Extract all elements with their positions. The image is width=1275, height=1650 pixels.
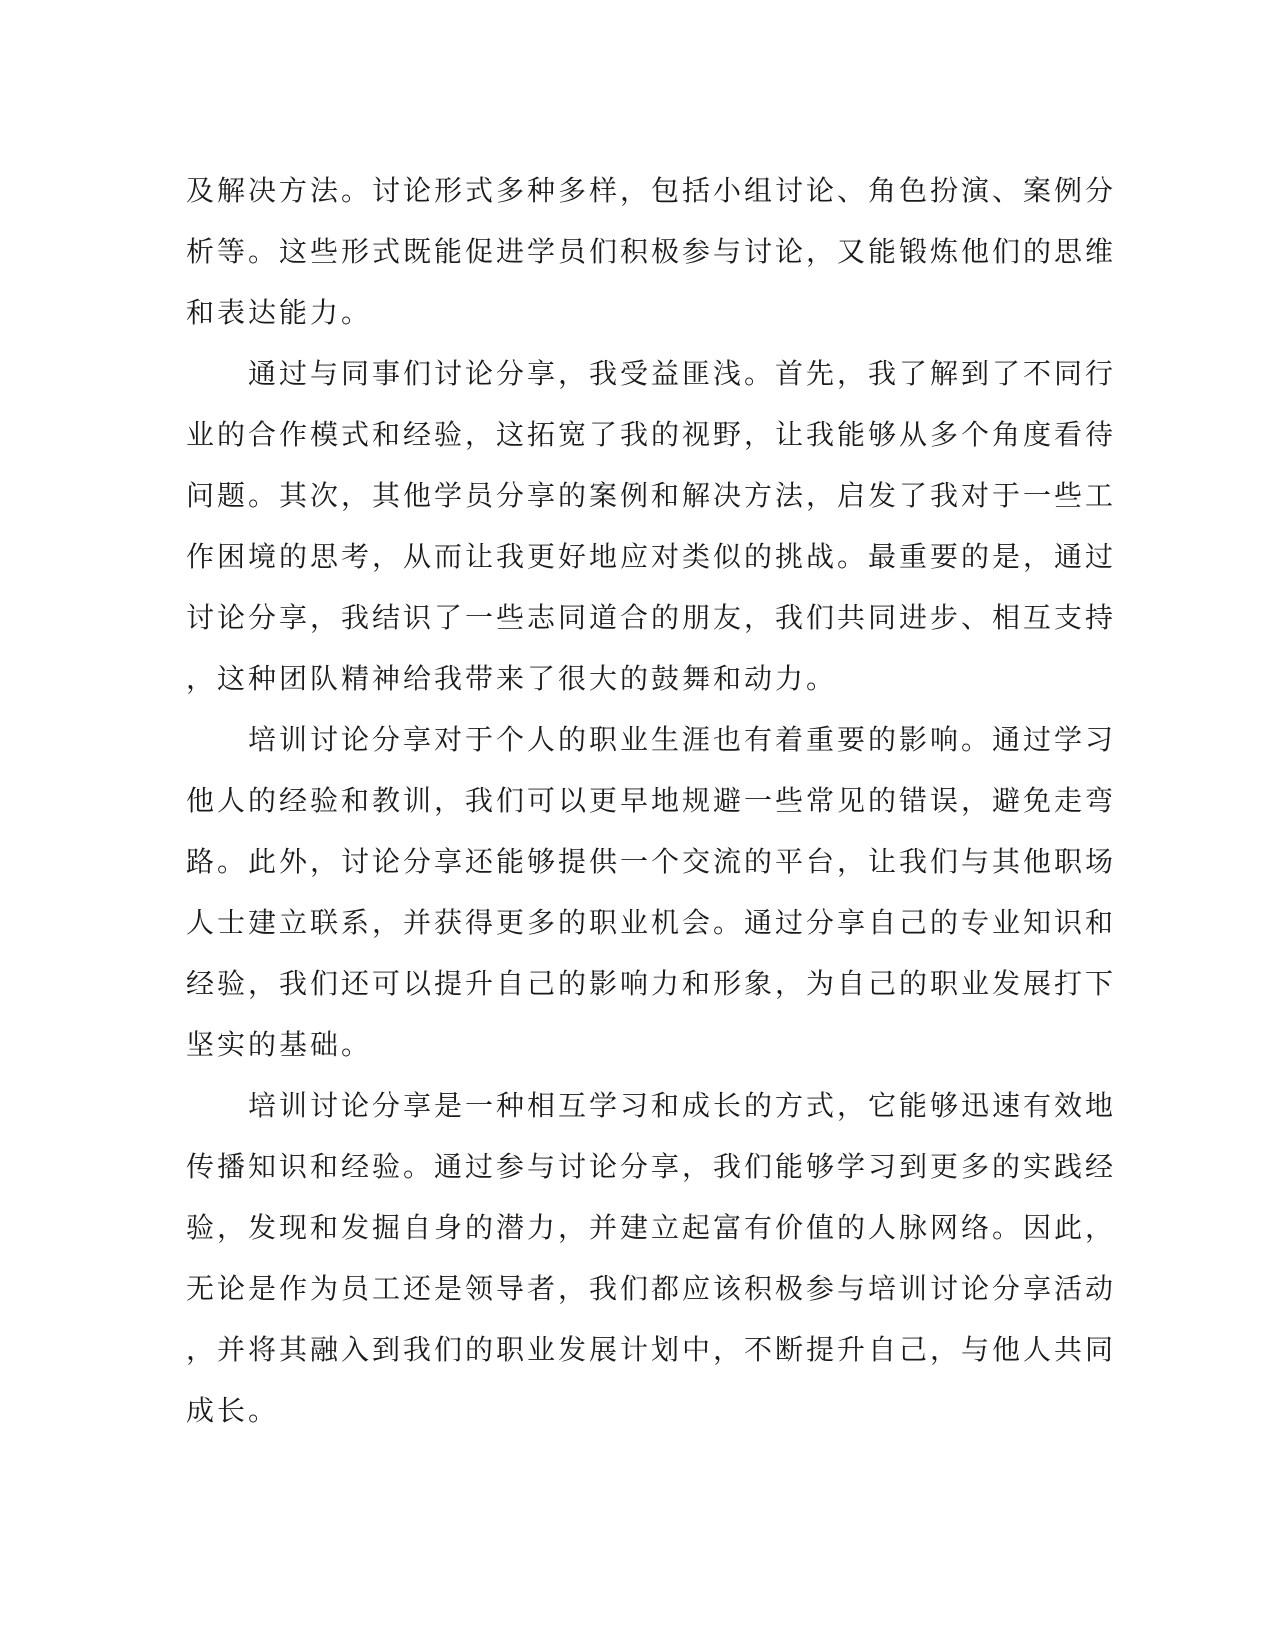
text-line: 析等。这些形式既能促进学员们积极参与讨论，又能锻炼他们的思维 [186, 235, 1117, 268]
text-line: 作困境的思考，从而让我更好地应对类似的挑战。最重要的是，通过 [186, 540, 1117, 573]
text-line: 业的合作模式和经验，这拓宽了我的视野，让我能够从多个角度看待 [186, 418, 1117, 451]
text-line: 及解决方法。讨论形式多种多样，包括小组讨论、角色扮演、案例分 [186, 174, 1117, 207]
text-line: 路。此外，讨论分享还能够提供一个交流的平台，让我们与其他职场 [186, 845, 1117, 878]
paragraph-3 [186, 709, 1117, 1075]
document-body [186, 160, 1117, 1441]
text-line: 无论是作为员工还是领导者，我们都应该积极参与培训讨论分享活动 [186, 1272, 1117, 1305]
paragraph-4 [186, 1075, 1117, 1441]
paragraph-2 [186, 343, 1117, 709]
text-line: 验，发现和发掘自身的潜力，并建立起富有价值的人脉网络。因此， [186, 1211, 1117, 1244]
text-line: 通过与同事们讨论分享，我受益匪浅。首先，我了解到了不同行 [186, 357, 1117, 390]
text-line: 讨论分享，我结识了一些志同道合的朋友，我们共同进步、相互支持 [186, 601, 1117, 634]
text-line: 成长。 [186, 1394, 280, 1427]
text-line: 坚实的基础。 [186, 1028, 373, 1061]
text-line: 他人的经验和教训，我们可以更早地规避一些常见的错误，避免走弯 [186, 784, 1117, 817]
text-line: ，并将其融入到我们的职业发展计划中，不断提升自己，与他人共同 [186, 1333, 1117, 1366]
text-line: 经验，我们还可以提升自己的影响力和形象，为自己的职业发展打下 [186, 967, 1117, 1000]
text-line: 人士建立联系，并获得更多的职业机会。通过分享自己的专业知识和 [186, 906, 1117, 939]
text-line: 问题。其次，其他学员分享的案例和解决方法，启发了我对于一些工 [186, 479, 1117, 512]
text-line: 传播知识和经验。通过参与讨论分享，我们能够学习到更多的实践经 [186, 1150, 1117, 1183]
text-line: 培训讨论分享对于个人的职业生涯也有着重要的影响。通过学习 [186, 723, 1117, 756]
text-line: ，这种团队精神给我带来了很大的鼓舞和动力。 [186, 662, 838, 695]
text-line: 培训讨论分享是一种相互学习和成长的方式，它能够迅速有效地 [186, 1089, 1117, 1122]
text-line: 和表达能力。 [186, 296, 373, 329]
paragraph-1 [186, 160, 1117, 343]
